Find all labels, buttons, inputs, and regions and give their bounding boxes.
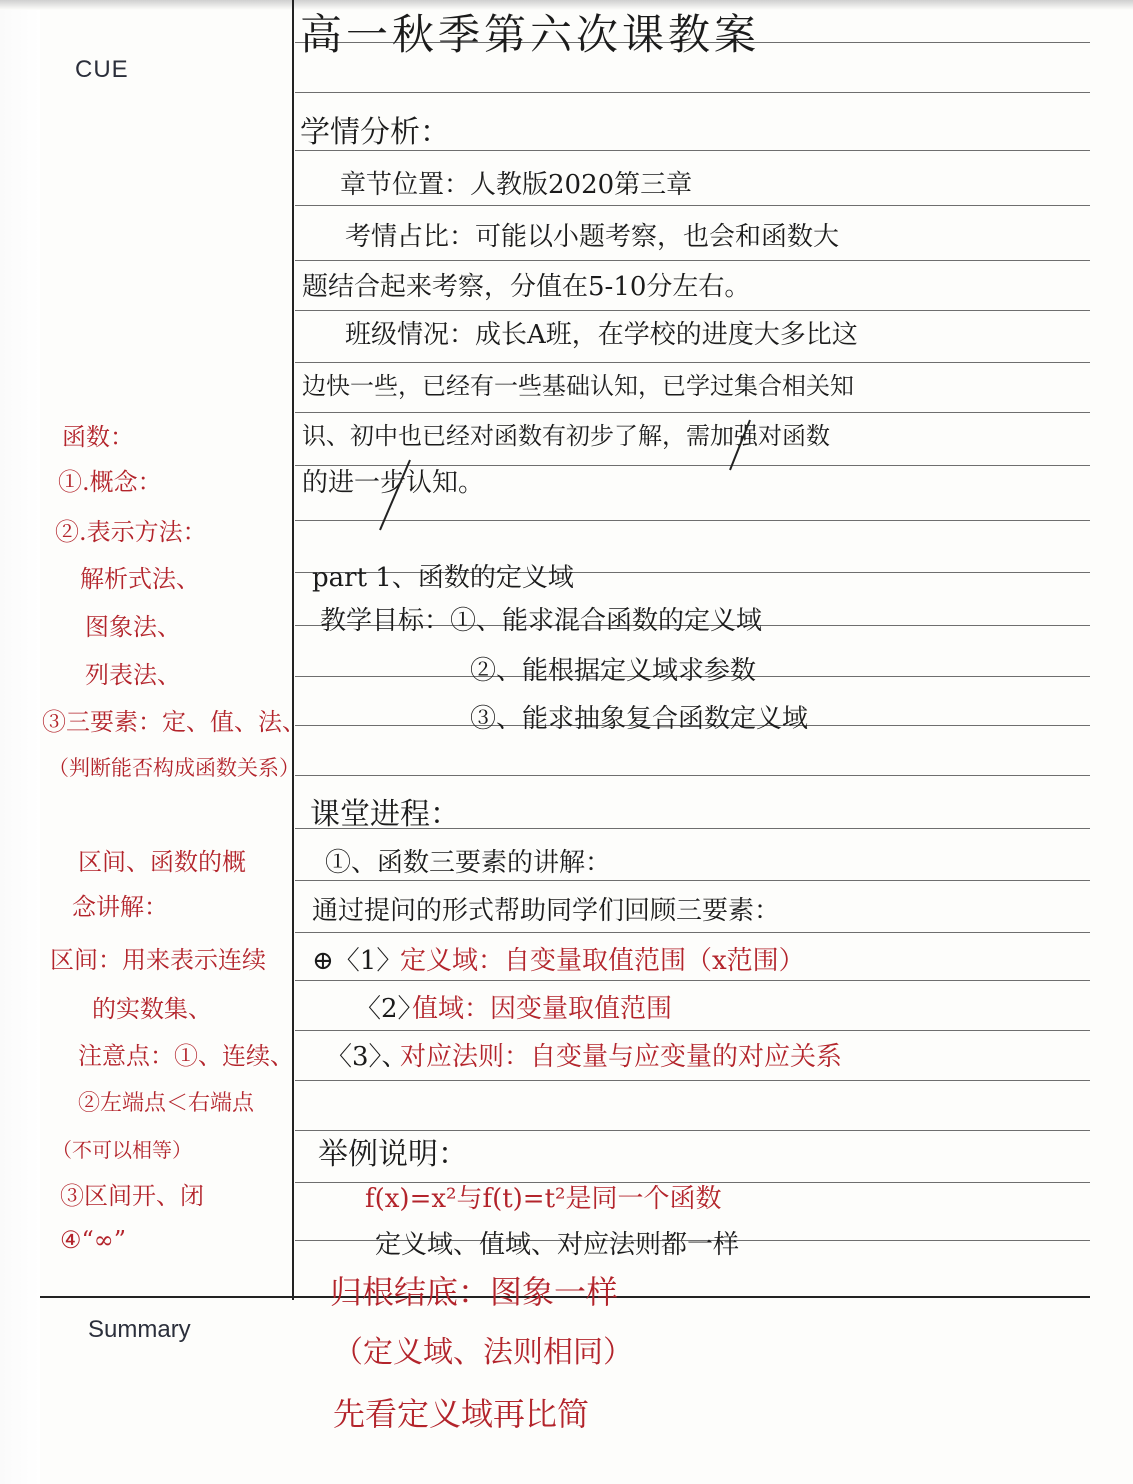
situation-line: 题结合起来考察，分值在5-10分左右。: [302, 272, 751, 302]
teaching-goal: ②、能根据定义域求参数: [470, 656, 757, 686]
cue-column-divider: [292, 0, 294, 1300]
cue-note: ④“∞”: [60, 1226, 127, 1254]
ruled-line: [295, 1080, 1090, 1081]
process-heading: 课堂进程：: [310, 797, 460, 832]
summary-label: Summary: [88, 1316, 191, 1343]
situation-heading: 学情分析：: [300, 115, 450, 150]
ruled-line: [295, 1130, 1090, 1131]
ruled-line: [295, 92, 1090, 93]
ruled-line: [295, 150, 1090, 151]
item-number: ⊕〈1〉: [312, 946, 403, 976]
example-heading: 举例说明：: [318, 1137, 468, 1172]
ruled-line: [295, 205, 1090, 206]
situation-line: 的进一步认知。: [302, 468, 485, 498]
cue-note: ③区间开、闭: [60, 1182, 204, 1210]
situation-line: 章节位置：人教版2020第三章: [340, 170, 693, 200]
cue-note: ①.概念：: [58, 468, 162, 496]
cue-note: 区间：用来表示连续: [50, 946, 266, 974]
page-left-shadow: [0, 0, 40, 1484]
part1-heading: part 1、函数的定义域: [312, 563, 574, 593]
cue-note: ②.表示方法：: [55, 518, 207, 546]
ruled-line: [295, 1030, 1090, 1031]
cue-note: （不可以相等）: [52, 1138, 192, 1162]
cue-label: CUE: [75, 56, 129, 83]
element-definition: 对应法则：自变量与应变量的对应关系: [400, 1042, 843, 1072]
cue-note: （判断能否构成函数关系）: [48, 756, 300, 780]
example-line: 定义域、值域、对应法则都一样: [375, 1230, 740, 1260]
situation-line: 识、初中也已经对函数有初步了解，需加强对函数: [302, 422, 830, 450]
example-line: f(x)=x²与f(t)=t²是同一个函数: [365, 1184, 722, 1214]
ruled-line: [295, 310, 1090, 311]
situation-line: 班级情况：成长A班，在学校的进度大多比这: [345, 320, 858, 350]
process-step: ①、函数三要素的讲解：: [325, 848, 612, 878]
pen-scribble: [370, 400, 770, 540]
ruled-line: [295, 880, 1090, 881]
ruled-line: [295, 980, 1090, 981]
summary-note: 先看定义域再比简: [333, 1395, 590, 1433]
ruled-line: [295, 362, 1090, 363]
summary-note: 归根结底：图象一样: [330, 1273, 619, 1311]
cue-note: ③三要素：定、值、法、: [42, 708, 306, 736]
cue-note: 函数：: [62, 423, 134, 451]
cue-note: ②左端点＜右端点: [78, 1091, 255, 1116]
element-definition: 值域：因变量取值范围: [412, 994, 673, 1024]
ruled-line: [295, 932, 1090, 933]
process-step-desc: 通过提问的形式帮助同学们回顾三要素：: [312, 896, 781, 926]
cue-note: 图象法、: [85, 613, 181, 641]
ruled-line: [295, 1182, 1090, 1183]
item-number: 〈2〉: [355, 994, 424, 1024]
page-title: 高一秋季第六次课教案: [300, 10, 761, 59]
teaching-goal: ③、能求抽象复合函数定义域: [470, 704, 809, 734]
element-definition: 定义域：自变量取值范围（x范围）: [400, 946, 805, 976]
teaching-goal: 教学目标：①、能求混合函数的定义域: [320, 606, 763, 636]
cue-note: 列表法、: [85, 661, 181, 689]
situation-line: 考情占比：可能以小题考察，也会和函数大: [345, 222, 840, 252]
ruled-line: [295, 260, 1090, 261]
cue-note: 的实数集、: [92, 995, 212, 1023]
situation-line: 边快一些，已经有一些基础认知，已学过集合相关知: [302, 372, 854, 400]
cue-note: 念讲解：: [72, 893, 168, 921]
cue-note: 注意点：①、连续、: [78, 1042, 294, 1070]
item-number: 〈3〉、: [326, 1042, 408, 1072]
page-top-shadow: [0, 0, 1133, 10]
summary-note: （定义域、法则相同）: [333, 1335, 633, 1370]
cue-note: 区间、函数的概: [78, 848, 246, 876]
cue-note: 解析式法、: [80, 565, 200, 593]
ruled-line: [295, 775, 1090, 776]
